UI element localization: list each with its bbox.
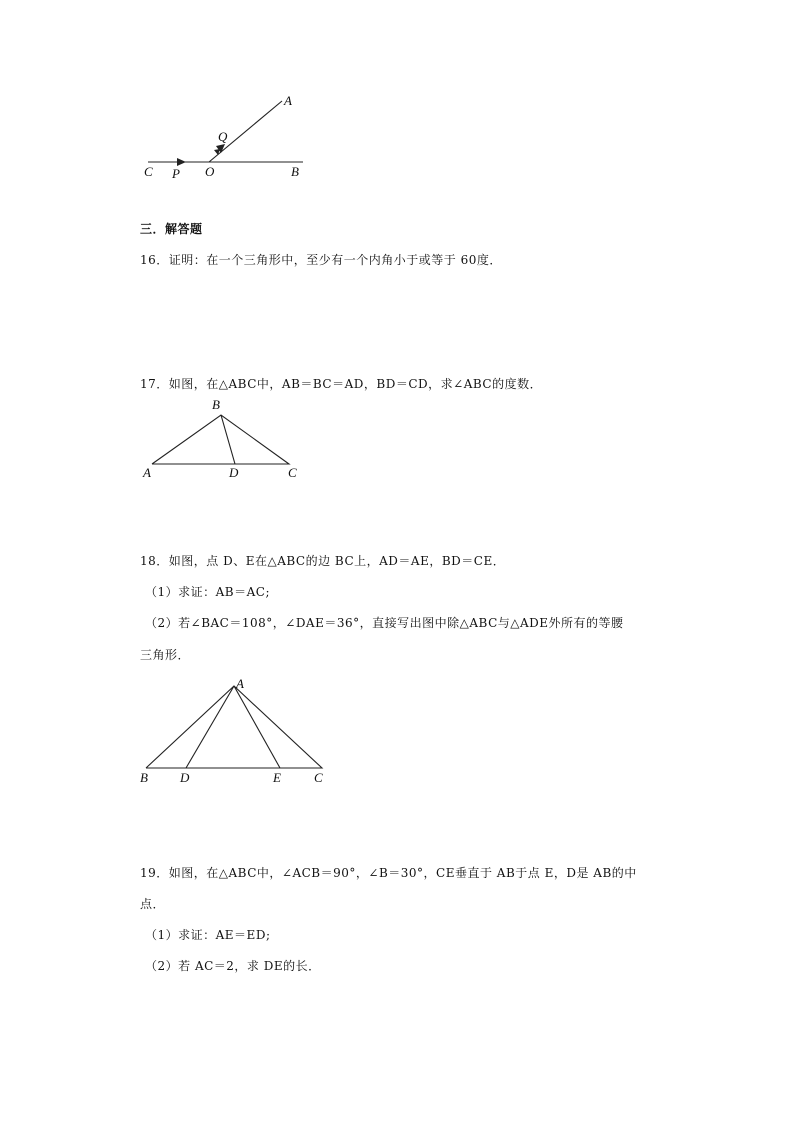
question-19-part1: （1）求证：AE＝ED; <box>145 928 271 942</box>
label-a-top: A <box>284 93 292 108</box>
label-c-top: C <box>144 164 153 179</box>
question-number: 18． <box>140 554 169 568</box>
question-19 <box>140 865 637 881</box>
question-number: 16． <box>140 253 169 267</box>
label-e-q18: E <box>273 770 281 785</box>
segment-ad <box>186 686 234 768</box>
label-b-q18: B <box>140 770 148 785</box>
question-18-part2-line2: 三角形． <box>140 648 191 662</box>
question-text: 证明：在一个三角形中，至少有一个内角小于或等于 60度． <box>168 253 502 267</box>
label-a-q18: A <box>236 676 244 691</box>
label-b-q17: B <box>212 397 220 412</box>
label-q-top: Q <box>218 129 228 144</box>
label-c-q18: C <box>314 770 323 785</box>
question-number: 17． <box>140 377 169 391</box>
label-o-top: O <box>205 164 215 179</box>
label-d-q17: D <box>229 465 239 480</box>
question-19-part2: （2）若 AC＝2，求 DE的长． <box>145 959 321 973</box>
question-text: 如图，在△ABC中，∠ACB＝90°，∠B＝30°，CE垂直于 AB于点 E，D是 AB的中 <box>168 866 637 880</box>
label-p-top: P <box>172 166 180 181</box>
label-b-top: B <box>291 164 299 179</box>
question-18-part2-line1: （2）若∠BAC＝108°，∠DAE＝36°，直接写出图中除△ABC与△ADE外所有的等腰 <box>145 616 624 630</box>
question-18-part1: （1）求证：AB＝AC; <box>145 585 271 599</box>
label-d-q18: D <box>180 770 190 785</box>
section-title: 三．解答题 <box>140 222 203 236</box>
triangle-abc <box>146 686 322 768</box>
label-c-q17: C <box>288 465 297 480</box>
question-19-line2: 点． <box>140 897 166 911</box>
label-a-q17: A <box>143 465 151 480</box>
question-text: 如图，点 D、E在△ABC的边 BC上，AD＝AE，BD＝CE． <box>168 554 506 568</box>
question-number: 19． <box>140 866 169 880</box>
question-text: 如图，在△ABC中，AB＝BC＝AD，BD＝CD，求∠ABC的度数． <box>168 377 543 391</box>
segment-ae <box>234 686 280 768</box>
